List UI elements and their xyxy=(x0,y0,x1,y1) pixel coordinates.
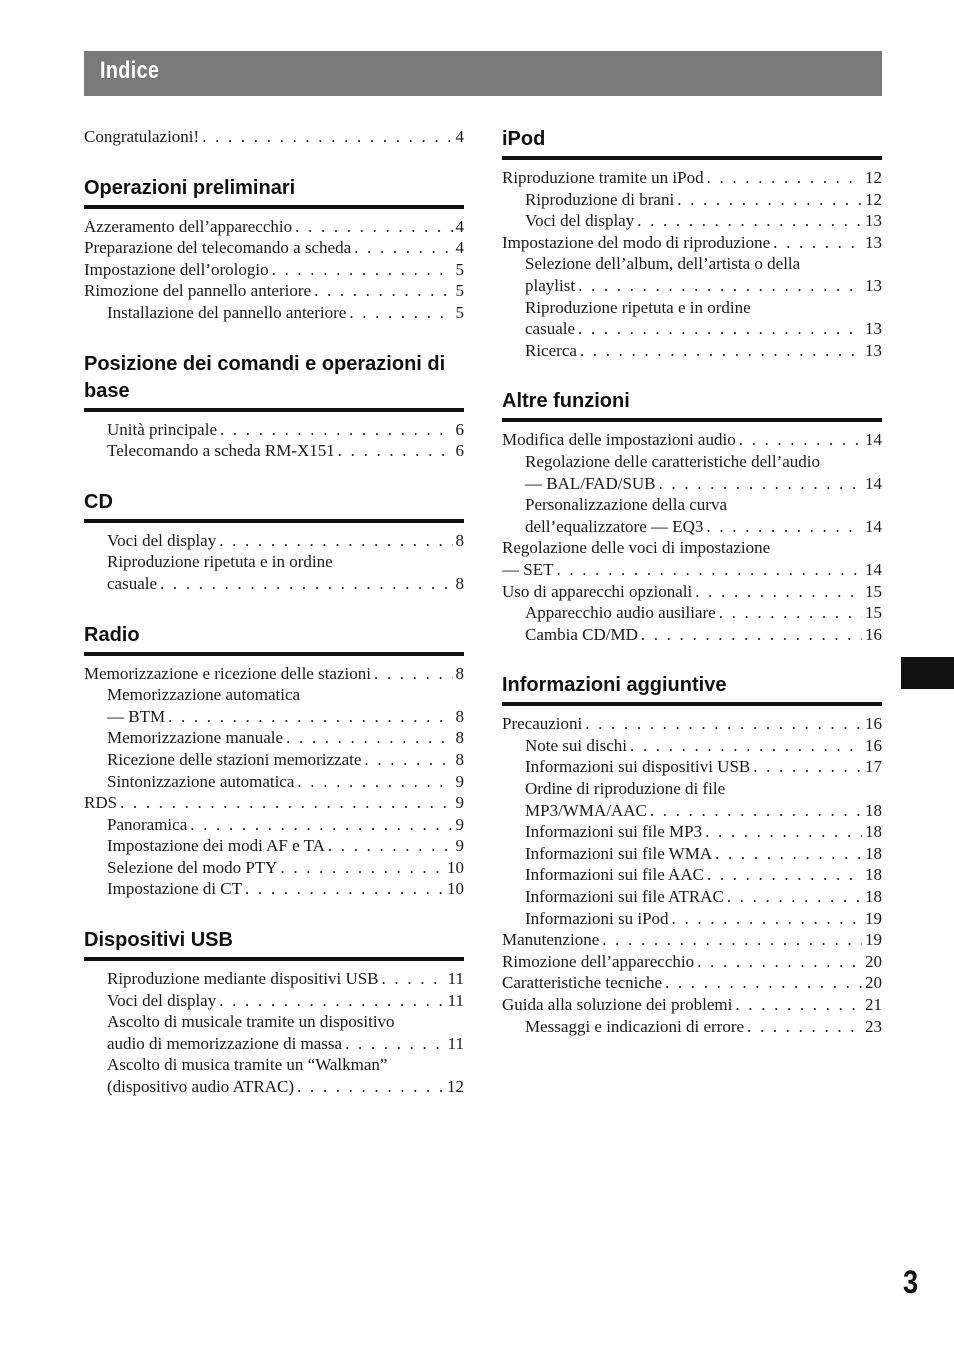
dot-leader xyxy=(382,968,445,990)
toc-entry-title: MP3/WMA/AAC xyxy=(525,800,647,820)
toc-entry[interactable] xyxy=(502,429,882,451)
toc-entry-page: 12 xyxy=(865,168,882,187)
toc-entry-page: 20 xyxy=(865,951,882,971)
toc-entry-page: 13 xyxy=(865,340,882,360)
dot-leader xyxy=(328,835,453,857)
toc-entry-page: 18 xyxy=(865,822,882,842)
toc-left-column xyxy=(84,126,464,1098)
toc-entry-page: 8 xyxy=(455,530,464,550)
toc-entry-title: Installazione del pannello anteriore xyxy=(107,302,347,322)
dot-leader xyxy=(202,126,452,148)
title-bar xyxy=(84,51,882,96)
dot-leader xyxy=(168,706,452,728)
toc-entry[interactable] xyxy=(84,126,464,148)
toc-entry-title: Azzeramento dell’apparecchio xyxy=(84,216,293,236)
toc-entry-title: Caratteristiche tecniche xyxy=(502,973,662,993)
toc-entry-title: Guida alla soluzione dei problemi xyxy=(502,995,733,1014)
toc-entry[interactable] xyxy=(84,749,464,771)
toc-entry-page: 9 xyxy=(455,814,464,834)
toc-entry-title: audio di memorizzazione di massa xyxy=(107,1033,343,1053)
toc-entry[interactable] xyxy=(84,440,464,462)
dot-leader xyxy=(364,749,452,771)
dot-leader xyxy=(314,280,452,302)
toc-entry-title: Informazioni sui file WMA xyxy=(525,843,713,863)
toc-entry-page: 6 xyxy=(455,441,464,461)
toc-entry-line: Riproduzione ripetuta e in ordine xyxy=(525,297,751,317)
toc-entry-title: Voci del display xyxy=(525,211,635,231)
toc-entry-page: 16 xyxy=(865,624,882,644)
toc-entry-page: 9 xyxy=(455,771,464,791)
toc-entry[interactable] xyxy=(502,167,882,189)
toc-entry[interactable] xyxy=(84,419,464,441)
toc-entry[interactable] xyxy=(84,835,464,857)
toc-entry-title: dell’equalizzatore — EQ3 xyxy=(525,516,704,536)
toc-entry[interactable] xyxy=(84,878,464,900)
dot-leader xyxy=(659,473,862,495)
toc-entry-title: Memorizzazione manuale xyxy=(107,728,284,748)
toc-entry-page: 11 xyxy=(447,969,464,989)
toc-entry-page: 18 xyxy=(865,800,882,820)
toc-entry-title: casuale xyxy=(525,319,576,339)
toc-entry[interactable] xyxy=(502,473,882,495)
toc-entry-page: 8 xyxy=(455,573,464,593)
toc-entry[interactable] xyxy=(84,814,464,836)
toc-entry-title: Congratulazioni! xyxy=(84,127,200,146)
dot-leader xyxy=(219,990,444,1012)
toc-entry[interactable] xyxy=(502,929,882,951)
toc-entry-page: 18 xyxy=(865,887,882,907)
toc-entry-line: Ascolto di musica tramite un “Walkman” xyxy=(107,1055,388,1075)
toc-entry[interactable] xyxy=(502,340,882,362)
toc-entry-title: Messaggi e indicazioni di errore xyxy=(525,1016,745,1036)
toc-entry-title: Informazioni sui file AAC xyxy=(525,865,704,885)
toc-entry[interactable] xyxy=(84,990,464,1012)
toc-entry-line: Personalizzazione della curva xyxy=(525,495,728,515)
toc-entry-title: Rimozione dell’apparecchio xyxy=(502,951,695,971)
toc-entry[interactable] xyxy=(502,843,882,865)
toc-entry-title: playlist xyxy=(525,275,576,295)
toc-entry-title: Ricerca xyxy=(525,340,577,360)
toc-entry-page: 9 xyxy=(455,836,464,856)
toc-entry-title: Impostazione del modo di riproduzione xyxy=(502,232,771,252)
toc-entry[interactable] xyxy=(84,280,464,302)
toc-entry-page: 10 xyxy=(447,857,464,877)
toc-entry-title: Impostazione dei modi AF e TA xyxy=(107,836,325,856)
dot-leader xyxy=(735,994,862,1016)
toc-entry-page: 14 xyxy=(865,516,882,536)
toc-entry-line: Memorizzazione automatica xyxy=(107,685,301,705)
toc-entry-line: Regolazione delle voci di impostazione xyxy=(502,538,771,558)
toc-entry-title: Rimozione del pannello anteriore xyxy=(84,281,312,301)
dot-leader xyxy=(354,237,452,259)
toc-entry-title: Precauzioni xyxy=(502,714,583,734)
toc-entry-page: 13 xyxy=(865,319,882,339)
toc-entry-title: Riproduzione tramite un iPod xyxy=(502,168,704,187)
toc-entry[interactable] xyxy=(502,559,882,581)
dot-leader xyxy=(272,259,453,281)
toc-entry-title: Informazioni su iPod xyxy=(525,908,669,928)
toc-entry-title: Ricezione delle stazioni memorizzate xyxy=(107,749,362,769)
toc-entry-title: Impostazione dell’orologio xyxy=(84,259,269,279)
toc-entry[interactable] xyxy=(502,908,882,930)
toc-entry[interactable] xyxy=(502,951,882,973)
toc-right-column xyxy=(502,126,882,1037)
dot-leader xyxy=(677,189,862,211)
dot-leader xyxy=(773,232,862,254)
toc-entry[interactable] xyxy=(84,792,464,814)
toc-entry-title: Riproduzione di brani xyxy=(525,189,675,209)
toc-entry[interactable] xyxy=(84,771,464,793)
toc-entry[interactable] xyxy=(84,1076,464,1098)
dot-leader xyxy=(345,1033,445,1055)
toc-entry-page: 6 xyxy=(455,419,464,439)
toc-entry-page: 4 xyxy=(455,238,464,258)
toc-entry-line: Riproduzione ripetuta e in ordine xyxy=(107,552,333,572)
dot-leader xyxy=(715,843,862,865)
toc-entry-title: Informazioni sui file MP3 xyxy=(525,822,703,842)
toc-entry-page: 13 xyxy=(865,232,882,252)
toc-entry[interactable] xyxy=(84,727,464,749)
toc-entry[interactable] xyxy=(84,706,464,728)
toc-entry[interactable] xyxy=(502,756,882,778)
toc-entry-page: 13 xyxy=(865,275,882,295)
toc-entry-page: 8 xyxy=(455,749,464,769)
dot-leader xyxy=(580,340,862,362)
dot-leader xyxy=(585,713,862,735)
toc-entry[interactable] xyxy=(502,1016,882,1038)
dot-leader xyxy=(641,624,862,646)
toc-entry-title: Telecomando a scheda RM-X151 xyxy=(107,441,335,461)
dot-leader xyxy=(727,886,862,908)
toc-entry-page: 23 xyxy=(865,1016,882,1036)
toc-entry[interactable] xyxy=(84,259,464,281)
toc-entry-title: casuale xyxy=(107,573,158,593)
toc-entry-title: Modifica delle impostazioni audio xyxy=(502,430,736,450)
dot-leader xyxy=(286,727,452,749)
toc-entry-title: Informazioni sui dispositivi USB xyxy=(525,757,751,777)
dot-leader xyxy=(245,878,444,900)
toc-entry-title: RDS xyxy=(84,793,118,813)
toc-entry-page: 14 xyxy=(865,559,882,579)
toc-entry-page: 4 xyxy=(455,127,464,146)
toc-entry-title: — BAL/FAD/SUB xyxy=(525,473,656,493)
toc-entry-page: 14 xyxy=(865,430,882,450)
section-heading-informazioni-aggiuntive: Informazioni aggiuntive xyxy=(502,672,882,706)
dot-leader xyxy=(297,1076,444,1098)
toc-entry-title: Manutenzione xyxy=(502,930,600,950)
dot-leader xyxy=(295,216,452,238)
toc-entry-page: 9 xyxy=(455,793,464,813)
toc-entry[interactable] xyxy=(84,302,464,324)
section-heading-dispositivi-usb: Dispositivi USB xyxy=(84,927,464,961)
dot-leader xyxy=(707,167,862,189)
dot-leader xyxy=(706,516,862,538)
toc-entry-page: 21 xyxy=(865,995,882,1014)
toc-entry-page: 15 xyxy=(865,581,882,601)
section-heading-altre-funzioni: Altre funzioni xyxy=(502,388,882,422)
toc-entry-title: Sintonizzazione automatica xyxy=(107,771,295,791)
toc-entry[interactable] xyxy=(502,713,882,735)
dot-leader xyxy=(753,756,862,778)
toc-entry[interactable] xyxy=(84,216,464,238)
toc-entry[interactable] xyxy=(502,800,882,822)
toc-entry[interactable] xyxy=(502,821,882,843)
toc-entry-page: 16 xyxy=(865,714,882,734)
toc-entry-title: Note sui dischi xyxy=(525,735,627,755)
toc-entry[interactable] xyxy=(84,573,464,595)
toc-entry[interactable] xyxy=(502,581,882,603)
dot-leader xyxy=(705,821,862,843)
toc-entry[interactable] xyxy=(502,886,882,908)
toc-entry[interactable] xyxy=(84,857,464,879)
toc-entry-page: 5 xyxy=(455,302,464,322)
toc-entry-page: 17 xyxy=(865,757,882,777)
dot-leader xyxy=(120,792,452,814)
toc-entry-title: Apparecchio audio ausiliare xyxy=(525,603,716,623)
toc-entry-page: 20 xyxy=(865,973,882,993)
toc-entry-page: 19 xyxy=(865,908,882,928)
toc-entry[interactable] xyxy=(502,210,882,232)
toc-entry-title: Uso di apparecchi opzionali xyxy=(502,581,693,601)
toc-entry[interactable] xyxy=(502,602,882,624)
toc-entry[interactable] xyxy=(84,1033,464,1055)
side-tab-marker xyxy=(901,657,954,689)
toc-entry[interactable] xyxy=(502,624,882,646)
toc-entry[interactable] xyxy=(84,530,464,552)
toc-entry-title: Voci del display xyxy=(107,990,217,1010)
toc-entry-page: 12 xyxy=(447,1077,464,1097)
dot-leader xyxy=(719,602,862,624)
dot-leader xyxy=(707,864,862,886)
dot-leader xyxy=(578,318,862,340)
toc-entry[interactable] xyxy=(502,275,882,297)
toc-entry-title: (dispositivo audio ATRAC) xyxy=(107,1077,295,1097)
dot-leader xyxy=(578,275,862,297)
toc-entry-line: Regolazione delle caratteristiche dell’audio xyxy=(525,451,821,471)
toc-entry-page: 4 xyxy=(455,216,464,236)
dot-leader xyxy=(280,857,444,879)
toc-entry-page: 8 xyxy=(455,706,464,726)
toc-entry-page: 18 xyxy=(865,843,882,863)
dot-leader xyxy=(602,929,862,951)
toc-entry-line: Ordine di riproduzione di file xyxy=(525,779,726,799)
page-number: 3 xyxy=(903,1264,919,1300)
dot-leader xyxy=(297,771,452,793)
toc-entry[interactable] xyxy=(502,864,882,886)
dot-leader xyxy=(338,440,453,462)
dot-leader xyxy=(650,800,862,822)
toc-entry-title: Panoramica xyxy=(107,814,188,834)
toc-entry-page: 12 xyxy=(865,189,882,209)
dot-leader xyxy=(695,581,862,603)
toc-entry-page: 14 xyxy=(865,473,882,493)
toc-entry-page: 15 xyxy=(865,603,882,623)
toc-entry[interactable] xyxy=(502,232,882,254)
toc-entry-line: Ascolto di musicale tramite un dispositivo xyxy=(107,1012,395,1032)
dot-leader xyxy=(220,419,453,441)
toc-entry[interactable] xyxy=(502,994,882,1016)
dot-leader xyxy=(374,663,453,685)
toc-entry-title: Selezione del modo PTY xyxy=(107,857,278,877)
dot-leader xyxy=(630,735,862,757)
dot-leader xyxy=(160,573,452,595)
toc-entry[interactable] xyxy=(502,189,882,211)
toc-entry-page: 13 xyxy=(865,211,882,231)
page-title: Indice xyxy=(100,57,160,84)
toc-entry-title: Impostazione di CT xyxy=(107,879,243,899)
toc-entry-title: Cambia CD/MD xyxy=(525,624,638,644)
toc-entry-page: 19 xyxy=(865,930,882,950)
toc-entry-page: 18 xyxy=(865,865,882,885)
toc-entry-page: 16 xyxy=(865,735,882,755)
section-heading-radio: Radio xyxy=(84,622,464,656)
dot-leader xyxy=(190,814,452,836)
toc-entry[interactable] xyxy=(84,237,464,259)
toc-entry[interactable] xyxy=(84,968,464,990)
dot-leader xyxy=(672,908,862,930)
toc-entry-page: 8 xyxy=(455,728,464,748)
dot-leader xyxy=(637,210,862,232)
toc-entry-title: Informazioni sui file ATRAC xyxy=(525,887,724,907)
toc-entry-page: 11 xyxy=(447,1033,464,1053)
toc-entry-page: 5 xyxy=(455,281,464,301)
toc-entry-title: Memorizzazione e ricezione delle stazioni xyxy=(84,663,371,683)
toc-entry[interactable] xyxy=(502,735,882,757)
dot-leader xyxy=(219,530,452,552)
toc-entry-title: Riproduzione mediante dispositivi USB xyxy=(107,969,379,989)
section-heading-operazioni-preliminari: Operazioni preliminari xyxy=(84,175,464,209)
toc-entry-page: 11 xyxy=(447,990,464,1010)
toc-entry[interactable] xyxy=(84,663,464,685)
dot-leader xyxy=(556,559,862,581)
toc-entry-title: — BTM xyxy=(107,706,166,726)
dot-leader xyxy=(747,1016,862,1038)
toc-entry[interactable] xyxy=(502,318,882,340)
dot-leader xyxy=(739,429,862,451)
toc-entry-title: Unità principale xyxy=(107,419,217,439)
toc-entry-page: 5 xyxy=(455,259,464,279)
dot-leader xyxy=(349,302,452,324)
toc-entry[interactable] xyxy=(502,516,882,538)
section-heading-cd: CD xyxy=(84,489,464,523)
section-heading-ipod: iPod xyxy=(502,126,882,160)
toc-entry-line: Selezione dell’album, dell’artista o della xyxy=(525,254,801,274)
dot-leader xyxy=(697,951,862,973)
toc-entry-page: 10 xyxy=(447,879,464,899)
toc-entry-title: Preparazione del telecomando a scheda xyxy=(84,238,352,258)
dot-leader xyxy=(665,972,862,994)
toc-entry-page: 8 xyxy=(455,663,464,683)
toc-entry[interactable] xyxy=(502,972,882,994)
section-heading-posizione-dei-comandi-e-operazioni-di-ba: Posizione dei comandi e operazioni di base xyxy=(84,351,464,412)
toc-entry-title: — SET xyxy=(502,559,554,579)
toc-entry-title: Voci del display xyxy=(107,530,217,550)
